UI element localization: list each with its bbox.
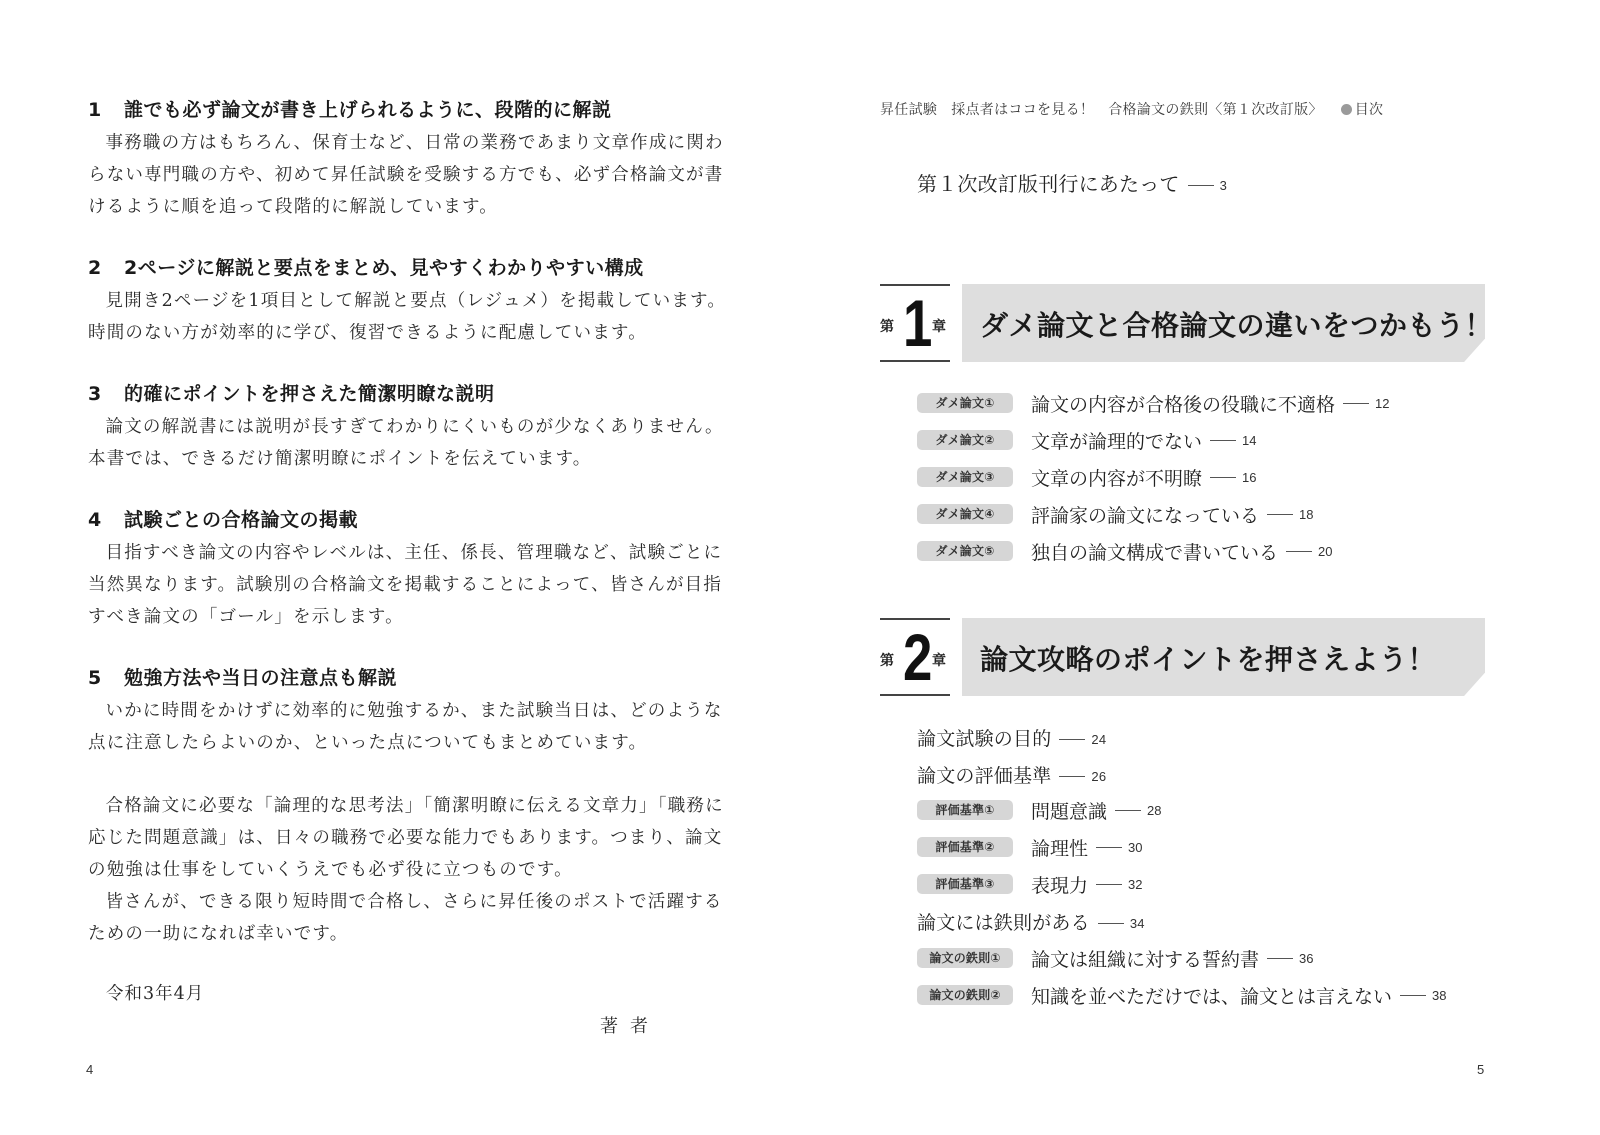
leader-line — [1400, 995, 1426, 996]
chapter-1-banner[interactable] — [880, 284, 1494, 362]
leader-line — [1286, 551, 1312, 552]
entry-tag: ダメ論文② — [917, 430, 1013, 450]
leader-line — [1096, 847, 1122, 848]
preface-section-4 — [88, 507, 723, 633]
section-body: 見開き2ページを1項目として解説と要点（レジュメ）を掲載しています。 時間のない方が効率的に学び、復習できるように配慮しています。 — [88, 291, 727, 343]
chapter-label: 第 2 章 — [880, 618, 950, 696]
toc-entry[interactable]: ダメ論文⑤ 独自の論文構成で書いている 20 — [917, 539, 1332, 563]
page-number-left: 4 — [86, 1062, 94, 1077]
toc-entry[interactable]: 論文には鉄則がある 34 — [917, 912, 1145, 934]
section-heading: 2 2ページに解説と要点をまとめ、見やすくわかりやすい構成 — [88, 257, 644, 279]
chapter-2-banner[interactable] — [880, 618, 1485, 696]
entry-tag: 評価基準③ — [917, 874, 1013, 894]
toc-entry[interactable]: ダメ論文① 論文の内容が合格後の役職に不適格 12 — [917, 391, 1389, 415]
section-heading: 3 的確にポイントを押さえた簡潔明瞭な説明 — [88, 383, 495, 405]
toc-entry[interactable]: ダメ論文④ 評論家の論文になっている 18 — [917, 502, 1313, 526]
preface-date: 令和3年4月 — [106, 984, 205, 1004]
section-body: 目指すべき論文の内容やレベルは、主任、係長、管理職など、試験ごとに 当然異なります。試験別の合格論文を掲載することによって、皆さんが目指 すべき論文の「ゴール」を示します。 — [88, 543, 723, 627]
chapter-number: 2 — [903, 620, 933, 694]
toc-entry[interactable]: 論文試験の目的 24 — [917, 728, 1107, 750]
toc-entry[interactable]: ダメ論文② 文章が論理的でない 14 — [917, 428, 1256, 452]
entry-tag: 評価基準② — [917, 837, 1013, 857]
section-heading: 4 試験ごとの合格論文の掲載 — [88, 509, 359, 531]
leader-line — [1343, 403, 1369, 404]
leader-line — [1059, 776, 1085, 777]
entry-tag: ダメ論文③ — [917, 467, 1013, 487]
entry-tag: ダメ論文⑤ — [917, 541, 1013, 561]
toc-entry[interactable]: 評価基準① 問題意識 28 — [917, 798, 1161, 822]
leader-line — [1188, 185, 1214, 186]
toc-entry[interactable]: 論文の鉄則② 知識を並べただけでは、論文とは言えない 38 — [917, 983, 1446, 1007]
toc-entry-preface[interactable]: 第１次改訂版刊行にあたって 3 — [917, 172, 1228, 196]
section-body: いかに時間をかけずに効率的に勉強するか、また試験当日は、どのような 点に注意したらよいのか、といった点についてもまとめています。 — [88, 701, 723, 753]
closing-paragraph-1: 合格論文に必要な「論理的な思考法」「簡潔明瞭に伝える文章力」「職務に 応じた問題意識」は、日々の職務で必要な能力でもあります。つまり、論文 の勉強は仕事をしていくうえでも必ず役に立つものです。 — [88, 796, 724, 880]
chapter-number: 1 — [903, 286, 933, 360]
entry-tag: ダメ論文① — [917, 393, 1013, 413]
page-number-right: 5 — [1477, 1062, 1485, 1077]
entry-tag: 論文の鉄則② — [917, 985, 1013, 1005]
toc-entry[interactable]: ダメ論文③ 文章の内容が不明瞭 16 — [917, 465, 1256, 489]
preface-section-2 — [88, 255, 727, 349]
leader-line — [1096, 884, 1122, 885]
preface-section-3 — [88, 381, 724, 475]
preface-section-1 — [88, 97, 724, 223]
chapter-label: 第 1 章 — [880, 284, 950, 362]
leader-line — [1267, 958, 1293, 959]
toc-entry[interactable]: 評価基準② 論理性 30 — [917, 835, 1142, 859]
chapter-title: ダメ論文と合格論文の違いをつかもう！ — [980, 309, 1494, 342]
right-page-toc — [800, 0, 1600, 1135]
preface-section-5 — [88, 665, 723, 759]
section-heading: 1 誰でも必ず論文が書き上げられるように、段階的に解説 — [88, 99, 612, 121]
leader-line — [1267, 514, 1293, 515]
leader-line — [1059, 739, 1085, 740]
leader-line — [1210, 477, 1236, 478]
chapter-title: 論文攻略のポイントを押さえよう！ — [980, 643, 1437, 676]
running-head: 昇任試験 採点者はココを見る！ 合格論文の鉄則〈第１次改訂版〉 目次 — [880, 102, 1384, 118]
leader-line — [1210, 440, 1236, 441]
section-body: 論文の解説書には説明が長すぎてわかりにくいものが少なくありません。 本書では、できるだけ簡潔明瞭にポイントを伝えています。 — [88, 417, 724, 469]
toc-entry[interactable]: 論文の鉄則① 論文は組織に対する誓約書 36 — [917, 946, 1313, 970]
leader-line — [1115, 810, 1141, 811]
leader-line — [1098, 923, 1124, 924]
entry-tag: ダメ論文④ — [917, 504, 1013, 524]
bullet-dot-icon — [1341, 104, 1352, 115]
entry-tag: 評価基準① — [917, 800, 1013, 820]
section-body: 事務職の方はもちろん、保育士など、日常の業務であまり文章作成に関わ らない専門職の方や、初めて昇任試験を受験する方でも、必ず合格論文が書 けるように順を追って段階的に解説しています。 — [88, 133, 724, 217]
toc-entry[interactable]: 評価基準③ 表現力 32 — [917, 872, 1142, 896]
preface-author: 著者 — [600, 1016, 660, 1037]
entry-tag: 論文の鉄則① — [917, 948, 1013, 968]
closing-paragraph-2: 皆さんが、できる限り短時間で合格し、さらに昇任後のポストで活躍する ための一助になれば幸いです。 — [88, 892, 723, 944]
toc-entry[interactable]: 論文の評価基準 26 — [917, 765, 1107, 787]
section-heading: 5 勉強方法や当日の注意点も解説 — [88, 667, 398, 689]
